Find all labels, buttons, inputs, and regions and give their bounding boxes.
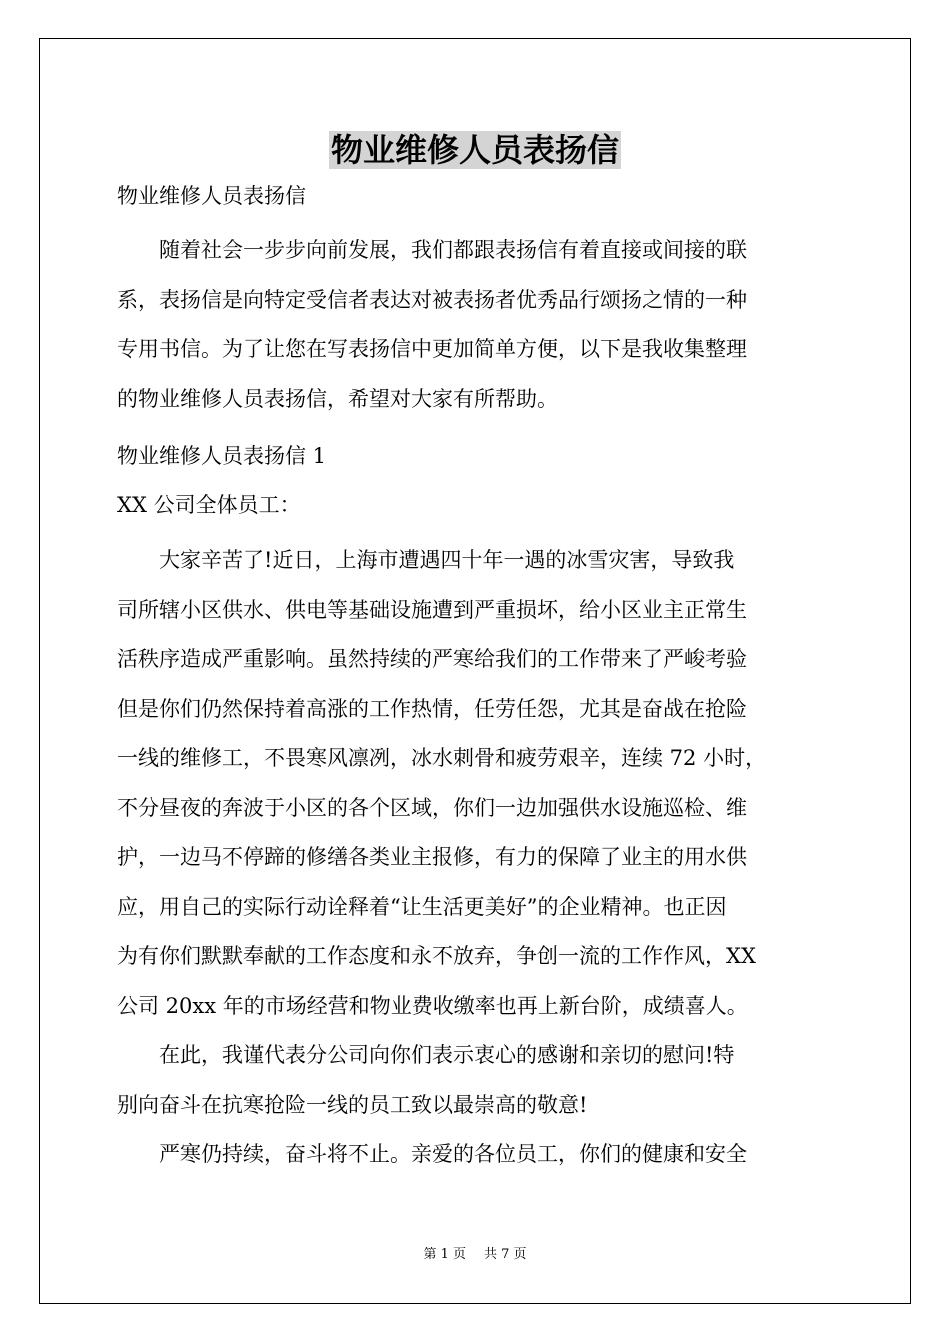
text-line: 随着社会一步步向前发展，我们都跟表扬信有着直接或间接的联 (159, 238, 747, 262)
intro-paragraph (117, 226, 837, 424)
section-heading: 物业维修人员表扬信 1 (117, 444, 327, 468)
document-title (0, 128, 950, 172)
document-body (117, 178, 837, 1180)
page-number: 第 1 页 (423, 1247, 466, 1262)
text-line: 司所辖小区供水、供电等基础设施遭到严重损坏，给小区业主正常生 (117, 597, 747, 622)
page-footer (0, 1246, 950, 1264)
text-line: 不分昼夜的奔波于小区的各个区域，你们一边加强供水设施巡检、维 (117, 795, 747, 820)
subtitle-line: 物业维修人员表扬信 (117, 184, 306, 208)
text-line: 公司 20xx 年的市场经营和物业费收缴率也再上新台阶，成绩喜人。 (117, 993, 748, 1018)
text-line: 系，表扬信是向特定受信者表达对被表扬者优秀品行颂扬之情的一种 (117, 287, 747, 312)
text-line: 为有你们默默奉献的工作态度和永不放弃，争创一流的工作作风，XX (117, 944, 756, 968)
text-line: 专用书信。为了让您在写表扬信中更加简单方便，以下是我收集整理 (117, 337, 747, 361)
text-line: 大家辛苦了!近日，上海市遭遇四十年一遇的冰雪灾害，导致我 (159, 548, 735, 572)
text-line: 的物业维修人员表扬信，希望对大家有所帮助。 (117, 386, 558, 411)
document-title-text: 物业维修人员表扬信 (330, 131, 619, 169)
text-line: 但是你们仍然保持着高涨的工作热情，任劳任怨，尤其是奋战在抢险 (117, 696, 747, 721)
text-line: 一线的维修工，不畏寒风凛冽，冰水刺骨和疲劳艰辛，连续 72 小时， (117, 746, 767, 770)
body-paragraph-3 (117, 1130, 837, 1180)
body-paragraph-2 (117, 1031, 837, 1130)
text-line: 应，用自己的实际行动诠释着“让生活更美好”的企业精神。也正因 (117, 894, 727, 919)
text-line: 在此，我谨代表分公司向你们表示衷心的感谢和亲切的慰问!特 (159, 1043, 735, 1067)
page-total: 共 7 页 (484, 1247, 527, 1262)
body-paragraph-1 (117, 536, 837, 1031)
salutation: XX 公司全体员工： (117, 493, 301, 517)
text-line: 别向奋斗在抗寒抢险一线的员工致以最崇高的敬意! (117, 1092, 588, 1117)
text-line: 活秩序造成严重影响。虽然持续的严寒给我们的工作带来了严峻考验 (117, 647, 747, 671)
text-line: 严寒仍持续，奋斗将不止。亲爱的各位员工，你们的健康和安全 (159, 1142, 747, 1166)
text-line: 护，一边马不停蹄的修缮各类业主报修，有力的保障了业主的用水供 (117, 845, 747, 869)
